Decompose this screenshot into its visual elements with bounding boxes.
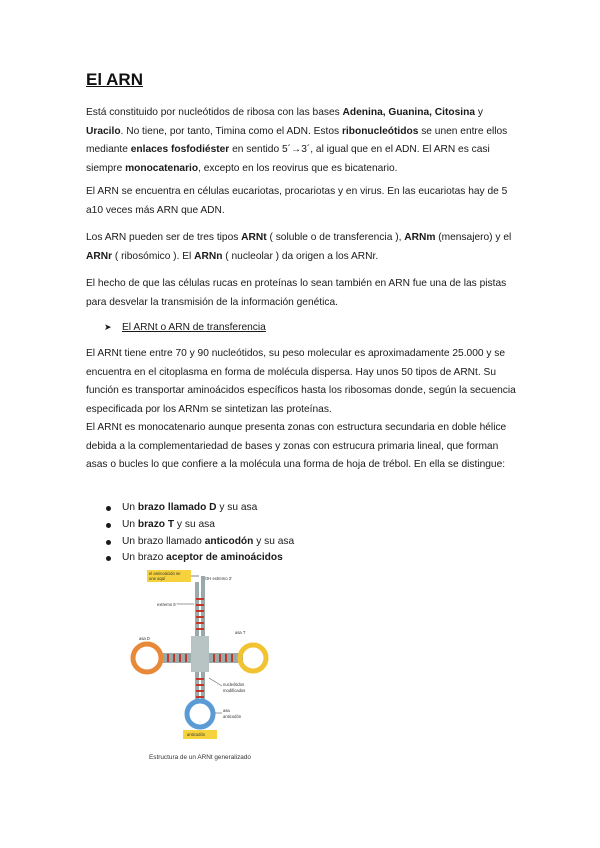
central-body	[191, 636, 209, 672]
paragraph-history: El hecho de que las células rucas en proteínas lo sean también en ARN fue una de las pistas para desvelar la transmisión de la información genética.	[86, 278, 507, 308]
aa-site-label-2: une aquí	[149, 576, 166, 581]
modified-label-1: nucleótidos	[223, 682, 245, 687]
t-loop	[240, 645, 266, 671]
list-item: Un brazo llamado anticodón y su asa	[104, 534, 294, 551]
aa-site-label-1: el aminoácido se	[149, 571, 181, 576]
paragraph-arnt-structure: El ARNt es monocatenario aunque presenta zonas con estructura secundaria en doble hélice debida a la complementariedad de bases y zonas con estrucura primaria lineal, que forman asas o bucles lo que confiere a la molécula una forma de hoja de trébol. En ella se distingue:	[86, 422, 507, 471]
figure-caption: Estructura de un ARNt generalizado	[149, 754, 251, 761]
structure-list	[104, 500, 294, 567]
list-item: Un brazo T y su asa	[104, 517, 294, 534]
d-arm-stem	[159, 653, 195, 663]
d-loop-label: asa D	[139, 636, 150, 641]
anticodon-loop	[187, 701, 213, 727]
trna-figure	[125, 568, 275, 766]
paragraph-types: Los ARN pueden ser de tres tipos ARNt ( soluble o de transferencia ), ARNm (mensajero) y el ARNr ( ribosómico ). El ARNn ( nucleolar ) da origen a los ARNr.	[86, 232, 512, 262]
subheading-text: El ARNt o ARN de transferencia	[122, 322, 266, 333]
paragraph-location: El ARN se encuentra en células eucariotas, procariotas y en virus. En las eucariotas hay de 5 a10 veces más ARN que ADN.	[86, 186, 508, 216]
end3-label: OH extremo 3'	[205, 576, 232, 581]
t-loop-label: asa T	[235, 630, 246, 635]
arrow-bullet-icon: ➤	[104, 322, 112, 332]
page-title: El ARN	[86, 70, 143, 89]
list-item: Un brazo aceptor de aminoácidos	[104, 550, 294, 567]
anticodon-label: anticodón	[187, 732, 206, 737]
modified-label-2: modificados	[223, 688, 246, 693]
end5-label: extremo 5'	[157, 602, 177, 607]
list-item: Un brazo llamado D y su asa	[104, 500, 294, 517]
acceptor-stem-left	[195, 582, 199, 636]
anticodon-loop-label-1: asa	[223, 708, 230, 713]
paragraph-arnt-description: El ARNt tiene entre 70 y 90 nucleótidos, su peso molecular es aproximadamente 25.000 y se encuentra en el citoplasma en forma de molécula dispersa. Hay unos 50 tipos de ARNt. Su función es transportar aminoácidos específicos hasta los ribosomas donde, según la secuencia especificada por los ARNm se sintetizan las proteínas.	[86, 348, 516, 415]
d-loop	[133, 644, 161, 672]
subheading-arnt	[104, 320, 266, 335]
trna-cloverleaf-diagram	[125, 568, 275, 754]
paragraph-intro: Está constituido por nucleótidos de ribosa con las bases Adenina, Guanina, Citosina y Uracilo. No tiene, por tanto, Timina como el ADN. Estos ribonucleótidos se unen entre ellos mediante enlaces fosfodiéster en sentido 5´→3´, al igual que en el ADN. El ARN es casi siempre monocatenario, excepto en los reovirus que es bicatenario.	[86, 107, 508, 174]
anticodon-loop-label-2: anticodón	[223, 714, 242, 719]
